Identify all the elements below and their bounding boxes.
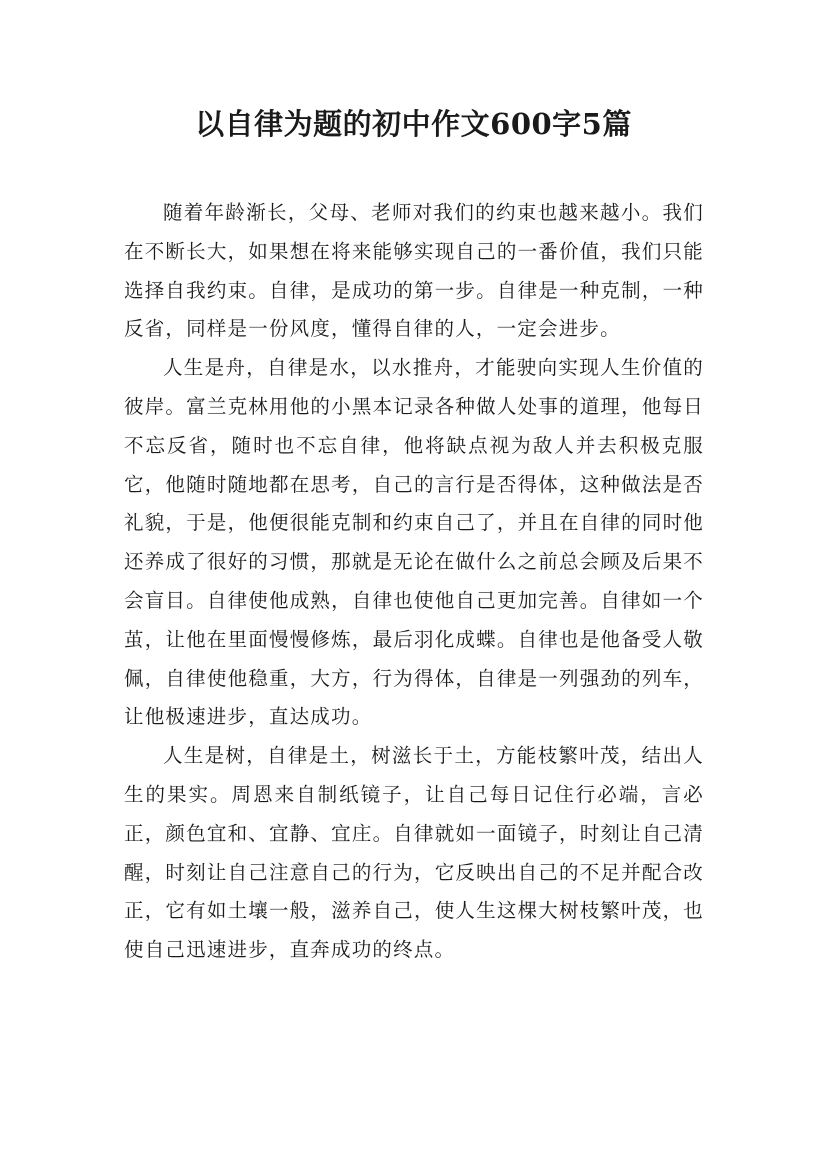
document-body: [124, 194, 704, 970]
paragraph-1: 随着年龄渐长，父母、老师对我们的约束也越来越小。我们在不断长大，如果想在将来能够实现自己的一番价值，我们只能选择自我约束。自律，是成功的第一步。自律是一种克制，一种反省，同样是一份风度，懂得自律的人，一定会进步。: [124, 201, 704, 341]
paragraph-3: 人生是树，自律是土，树滋长于土，方能枝繁叶茂，结出人生的果实。周恩来自制纸镜子，让自己每日记住行必端，言必正，颜色宜和、宜静、宜庄。自律就如一面镜子，时刻让自己清醒，时刻让自己注意自己的行为，它反映出自己的不足并配合改正，它有如土壤一般，滋养自己，使人生这棵大树枝繁叶茂，也使自己迅速进步，直奔成功的终点。: [124, 744, 704, 962]
paragraph-2: 人生是舟，自律是水，以水推舟，才能驶向实现人生价值的彼岸。富兰克林用他的小黑本记录各种做人处事的道理，他每日不忘反省，随时也不忘自律，他将缺点视为敌人并去积极克服它，他随时随地都在思考，自己的言行是否得体，这种做法是否礼貌，于是，他便很能克制和约束自己了，并且在自律的同时他还养成了很好的习惯，那就是无论在做什么之前总会顾及后果不会盲目。自律使他成熟，自律也使他自己更加完善。自律如一个茧，让他在里面慢慢修炼，最后羽化成蝶。自律也是他备受人敬佩，自律使他稳重，大方，行为得体，自律是一列强劲的列车，让他极速进步，直达成功。: [124, 356, 704, 729]
document-title: 以自律为题的初中作文600字5篇: [195, 107, 632, 141]
